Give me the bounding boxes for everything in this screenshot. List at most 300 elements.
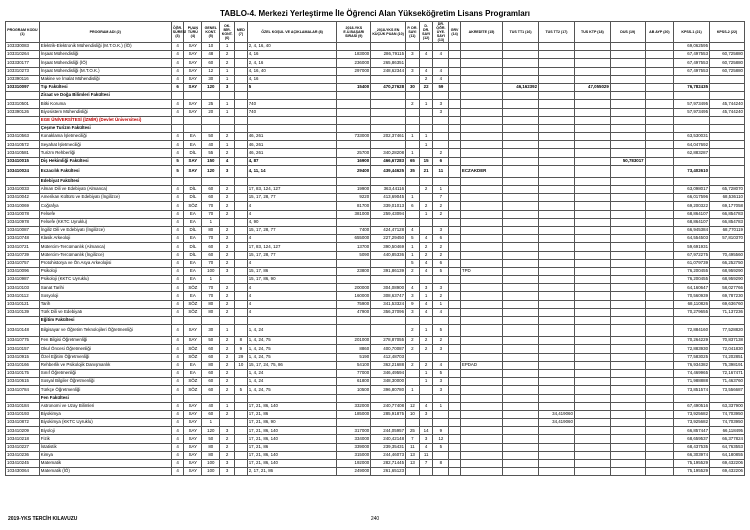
table-cell: 1 [419, 133, 433, 141]
table-cell: 265,86351 [371, 59, 406, 67]
table-cell [220, 124, 235, 132]
table-cell: 304,08900 [371, 284, 406, 292]
table-cell [235, 226, 248, 234]
table-cell [574, 157, 610, 165]
table-cell: 346,49594 [371, 369, 406, 377]
table-cell: 4, 16 [247, 51, 337, 59]
footer-guide-title: 2019-YKS TERCİH KILAVUZU [8, 516, 78, 522]
table-cell [610, 67, 645, 75]
table-cell [460, 468, 502, 476]
table-row [6, 243, 745, 251]
table-cell [645, 292, 674, 300]
table-cell: 4 [171, 67, 184, 75]
table-cell [539, 443, 575, 451]
table-cell [406, 75, 420, 83]
table-cell: 400,70087 [371, 345, 406, 353]
table-cell [406, 378, 420, 386]
table-cell: 17, 21, 86, 140 [247, 435, 337, 443]
table-cell: 3 [220, 468, 235, 476]
table-cell: 103410033 [6, 186, 40, 194]
table-cell [539, 259, 575, 267]
table-cell [460, 51, 502, 59]
table-cell: 4 [171, 378, 184, 386]
table-cell [460, 141, 502, 149]
table-cell [539, 345, 575, 353]
table-cell: SAY [184, 337, 202, 345]
table-cell: 4 [406, 226, 420, 234]
table-cell [645, 124, 674, 132]
table-cell: Diş Hekimliği Fakültesi [39, 157, 171, 165]
table-cell [406, 394, 420, 402]
table-cell [406, 218, 420, 226]
table-cell [449, 284, 461, 292]
table-cell: 67,497553 [674, 59, 710, 67]
table-cell [235, 194, 248, 202]
table-cell: 3 [220, 267, 235, 275]
table-cell [460, 419, 502, 427]
table-cell: TPD [460, 267, 502, 275]
table-cell [449, 427, 461, 435]
table-cell [610, 149, 645, 157]
table-cell: 183000 [337, 51, 371, 59]
table-cell: EGE ÜNİVERSİTESİ (İZMİR) (Devlet Üniversitesi) [39, 116, 171, 124]
table-cell: 45,744240 [710, 100, 745, 108]
table-cell [645, 194, 674, 202]
table-cell [449, 345, 461, 353]
table-cell [460, 276, 502, 284]
table-cell [419, 108, 433, 116]
table-cell [371, 394, 406, 402]
table-cell [202, 92, 220, 100]
table-cell [337, 116, 371, 124]
table-cell [449, 100, 461, 108]
table-cell [235, 141, 248, 149]
table-cell: 261,65123 [371, 468, 406, 476]
table-cell [460, 284, 502, 292]
column-header: 2018-YKS EN KÜÇÜK PUAN (10) [371, 22, 406, 43]
table-cell [610, 226, 645, 234]
table-cell: 13 [406, 460, 420, 468]
table-cell: 103410103 [6, 284, 40, 292]
table-cell: 4 [171, 108, 184, 116]
table-cell: İnşaat Mühendisliği (İÖ) [39, 59, 171, 67]
table-cell: Biyosistem Mühendisliği [39, 108, 171, 116]
table-cell: 2 [406, 361, 420, 369]
table-cell: 60 [202, 194, 220, 202]
table-cell [539, 394, 575, 402]
table-cell [610, 386, 645, 394]
table-cell: 2 [220, 202, 235, 210]
table-cell: 46, 261 [247, 133, 337, 141]
table-cell: 2 [220, 308, 235, 316]
table-cell: 10 [202, 43, 220, 51]
table-cell [610, 141, 645, 149]
table-cell: 1 [220, 141, 235, 149]
table-cell: EA [184, 218, 202, 226]
table-cell [202, 124, 220, 132]
table-cell [337, 108, 371, 116]
table-cell: 60 [202, 345, 220, 353]
table-cell [6, 124, 40, 132]
table-row [6, 378, 745, 386]
table-cell [235, 218, 248, 226]
table-cell: 103310273 [6, 67, 40, 75]
table-cell: 1 [419, 141, 433, 149]
table-cell: 17, 21, 86, 90 [247, 419, 337, 427]
table-cell [419, 468, 433, 476]
table-cell: 1 [406, 243, 420, 251]
table-cell: 59 [433, 83, 449, 91]
column-header: KPSS-1 (21) [674, 22, 710, 43]
table-cell: Mütercim-Tercümanlık (Almanca) [39, 243, 171, 251]
table-cell: 71,137236 [710, 308, 745, 316]
table-cell [503, 157, 539, 165]
table-cell [610, 133, 645, 141]
table-cell [645, 353, 674, 361]
table-cell [503, 259, 539, 267]
table-cell: 47900 [337, 308, 371, 316]
table-row [6, 308, 745, 316]
table-cell: Makine ve İmalat Mühendisliği [39, 75, 171, 83]
table-cell [235, 67, 248, 75]
table-cell: SAY [184, 75, 202, 83]
table-cell: 120 [202, 427, 220, 435]
table-cell [710, 141, 745, 149]
table-cell [645, 443, 674, 451]
table-cell: 103310097 [6, 83, 40, 91]
table-cell [674, 317, 710, 325]
table-cell: 69,062595 [674, 43, 710, 51]
table-cell: 48 [202, 51, 220, 59]
table-cell: 2, 17, 21, 86 [247, 468, 337, 476]
table-cell: 63,098017 [674, 186, 710, 194]
table-cell [220, 218, 235, 226]
table-cell [674, 394, 710, 402]
table-cell: 12 [433, 435, 449, 443]
table-row [6, 284, 745, 292]
table-cell: SAY [184, 83, 202, 91]
table-cell [6, 116, 40, 124]
table-cell: 4 [171, 451, 184, 459]
table-cell: 67,972275 [674, 251, 710, 259]
table-cell: 66,303974 [674, 451, 710, 459]
table-cell: 76,200455 [674, 276, 710, 284]
table-cell [503, 177, 539, 185]
table-cell: 4 [171, 235, 184, 243]
table-cell [574, 427, 610, 435]
table-cell [503, 226, 539, 234]
table-cell: 4 [171, 59, 184, 67]
table-cell: SÖZ [184, 202, 202, 210]
table-cell: 740 [247, 108, 337, 116]
table-cell: Okul Öncesi Öğretmenliği [39, 345, 171, 353]
table-row [6, 259, 745, 267]
table-cell [645, 419, 674, 427]
table-cell [235, 51, 248, 59]
table-cell: 655000 [337, 235, 371, 243]
table-cell [235, 284, 248, 292]
table-cell: 3 [433, 378, 449, 386]
table-cell: 2 [220, 337, 235, 345]
table-cell: 74,703950 [710, 419, 745, 427]
table-cell: EA [184, 276, 202, 284]
table-cell: Sosyal Bilgiler Öğretmenliği [39, 378, 171, 386]
table-cell [574, 308, 610, 316]
table-cell: 5 [406, 259, 420, 267]
table-cell [449, 276, 461, 284]
table-cell: 3 [406, 292, 420, 300]
table-cell [574, 251, 610, 259]
table-cell: 1 [220, 325, 235, 337]
table-cell [460, 67, 502, 75]
table-cell: 2 [220, 369, 235, 377]
table-cell: 120 [202, 165, 220, 177]
table-cell [539, 308, 575, 316]
table-cell [337, 75, 371, 83]
table-cell [235, 243, 248, 251]
table-cell [235, 116, 248, 124]
table-cell: 66,017596 [674, 194, 710, 202]
table-cell [433, 218, 449, 226]
table-cell [610, 435, 645, 443]
table-cell [235, 149, 248, 157]
table-cell: 75,398191 [710, 361, 745, 369]
table-cell: 17, 21, 86, 140 [247, 460, 337, 468]
table-cell [337, 100, 371, 108]
table-cell [371, 43, 406, 51]
table-cell [574, 100, 610, 108]
table-cell [645, 386, 674, 394]
table-cell [419, 177, 433, 185]
table-cell [574, 325, 610, 337]
table-row [6, 100, 745, 108]
table-cell: 16900 [337, 157, 371, 165]
table-cell [574, 353, 610, 361]
table-cell: 2 [220, 435, 235, 443]
table-cell [449, 43, 461, 51]
table-cell: SAY [184, 165, 202, 177]
table-cell: 103410872 [6, 419, 40, 427]
table-row [6, 218, 745, 226]
table-cell [235, 165, 248, 177]
table-cell [433, 124, 449, 132]
table-cell: 67,497553 [674, 67, 710, 75]
table-cell [503, 427, 539, 435]
table-cell: Protohistorya ve Ön Asya Arkeolojisi [39, 259, 171, 267]
table-cell [610, 292, 645, 300]
table-cell [539, 267, 575, 275]
table-row [6, 419, 745, 427]
table-cell [539, 92, 575, 100]
table-cell: 4 [171, 75, 184, 83]
table-row [6, 210, 745, 218]
table-cell [539, 141, 575, 149]
table-cell [503, 235, 539, 243]
table-cell [574, 419, 610, 427]
table-cell [503, 468, 539, 476]
table-cell: 4 [247, 202, 337, 210]
table-cell: 103410784 [6, 386, 40, 394]
table-cell [449, 157, 461, 165]
table-cell [574, 460, 610, 468]
table-cell: 34,419060 [539, 410, 575, 418]
table-cell [645, 108, 674, 116]
table-cell: 1 [406, 133, 420, 141]
table-cell [503, 100, 539, 108]
table-cell: 3 [419, 435, 433, 443]
table-cell [503, 419, 539, 427]
table-cell: 68,864107 [674, 218, 710, 226]
table-cell [202, 116, 220, 124]
table-cell [610, 194, 645, 202]
table-cell: 1 [433, 300, 449, 308]
table-cell: 297000 [337, 67, 371, 75]
table-cell: Astronomi ve Uzay Bilimleri [39, 402, 171, 410]
table-row [6, 427, 745, 435]
table-cell: DİL [184, 194, 202, 202]
table-cell: 50,783017 [610, 157, 645, 165]
table-cell: 5 [433, 369, 449, 377]
table-cell [460, 451, 502, 459]
table-cell: 66,857447 [674, 427, 710, 435]
table-cell: 60 [202, 369, 220, 377]
table-cell: 339000 [337, 443, 371, 451]
table-cell: 7 [406, 435, 420, 443]
table-cell: 9220 [337, 194, 371, 202]
table-cell [460, 186, 502, 194]
table-cell: 21 [419, 165, 433, 177]
table-cell: 4 [171, 100, 184, 108]
table-cell [460, 100, 502, 108]
table-cell [674, 177, 710, 185]
table-cell: 103410209 [6, 427, 40, 435]
table-cell: 72,884160 [674, 325, 710, 337]
table-cell: Bilgisayar ve Öğretim Teknolojileri Öğretmenliği [39, 325, 171, 337]
table-cell [574, 443, 610, 451]
table-cell [610, 235, 645, 243]
table-cell [449, 378, 461, 386]
table-cell [503, 251, 539, 259]
table-cell [503, 435, 539, 443]
table-cell [503, 410, 539, 418]
table-cell: 390,50469 [371, 243, 406, 251]
table-cell: 1, 4, 24 [247, 378, 337, 386]
table-cell: 4 [433, 75, 449, 83]
table-cell [610, 92, 645, 100]
table-cell [235, 317, 248, 325]
table-cell [645, 202, 674, 210]
table-cell [449, 468, 461, 476]
table-cell: 103410042 [6, 194, 40, 202]
table-cell: 4 [247, 292, 337, 300]
table-cell [645, 116, 674, 124]
table-row [6, 186, 745, 194]
table-row [6, 369, 745, 377]
table-cell: Sosyoloji [39, 292, 171, 300]
table-body [6, 43, 745, 476]
table-cell [610, 353, 645, 361]
table-cell: 2 [220, 226, 235, 234]
table-cell: 5090 [337, 251, 371, 259]
table-cell [371, 325, 406, 337]
column-header: AKREDİTE (15) [460, 22, 502, 43]
table-cell: 75,195529 [674, 468, 710, 476]
table-cell: 46, 261 [247, 141, 337, 149]
table-cell [235, 300, 248, 308]
table-cell: 3 [220, 427, 235, 435]
table-cell: 4, 90 [247, 218, 337, 226]
table-cell: SAY [184, 157, 202, 165]
table-cell [503, 460, 539, 468]
table-cell: 4 [171, 325, 184, 337]
table-cell [184, 317, 202, 325]
table-cell [171, 116, 184, 124]
table-cell: 70,279655 [674, 308, 710, 316]
table-row [6, 410, 745, 418]
table-cell [645, 468, 674, 476]
column-header: TUS TT2 (17) [539, 22, 575, 43]
table-cell: 103410024 [6, 165, 40, 177]
table-cell [503, 108, 539, 116]
table-cell [419, 353, 433, 361]
table-cell [235, 402, 248, 410]
table-cell [539, 43, 575, 51]
table-cell [645, 100, 674, 108]
table-cell [406, 186, 420, 194]
table-cell: SÖZ [184, 345, 202, 353]
table-cell [449, 75, 461, 83]
table-cell: 30 [202, 325, 220, 337]
table-cell [539, 177, 575, 185]
table-cell [460, 59, 502, 67]
table-cell: SAY [184, 410, 202, 418]
table-cell: 67,497553 [674, 51, 710, 59]
table-cell: 67,490516 [674, 402, 710, 410]
table-cell [235, 210, 248, 218]
column-header: ÖĞR. SÜRESİ (3) [171, 22, 184, 43]
table-cell [503, 43, 539, 51]
table-cell: 2 [220, 353, 235, 361]
table-cell: SAY [184, 468, 202, 476]
column-header: TUS TT1 (16) [503, 22, 539, 43]
table-cell: 356,37096 [371, 308, 406, 316]
table-cell [460, 43, 502, 51]
table-cell: 4 [419, 67, 433, 75]
table-cell [406, 468, 420, 476]
table-cell: Fen Bilgisi Öğretmenliği [39, 337, 171, 345]
table-cell: 64,554503 [674, 235, 710, 243]
table-cell [337, 325, 371, 337]
table-cell: 11 [406, 443, 420, 451]
table-cell [574, 210, 610, 218]
table-cell: 2 [220, 284, 235, 292]
table-cell [610, 337, 645, 345]
table-cell [202, 177, 220, 185]
table-cell [574, 284, 610, 292]
table-cell [610, 165, 645, 177]
table-cell: EA [184, 292, 202, 300]
table-cell: 103410245 [6, 460, 40, 468]
table-cell [503, 116, 539, 124]
table-cell [645, 317, 674, 325]
table-cell [184, 92, 202, 100]
table-cell [419, 226, 433, 234]
table-cell [406, 276, 420, 284]
table-cell: 4, 87 [247, 157, 337, 165]
table-cell: 50 [202, 133, 220, 141]
table-cell [610, 378, 645, 386]
table-cell: 17, 21, 86, 140 [247, 427, 337, 435]
